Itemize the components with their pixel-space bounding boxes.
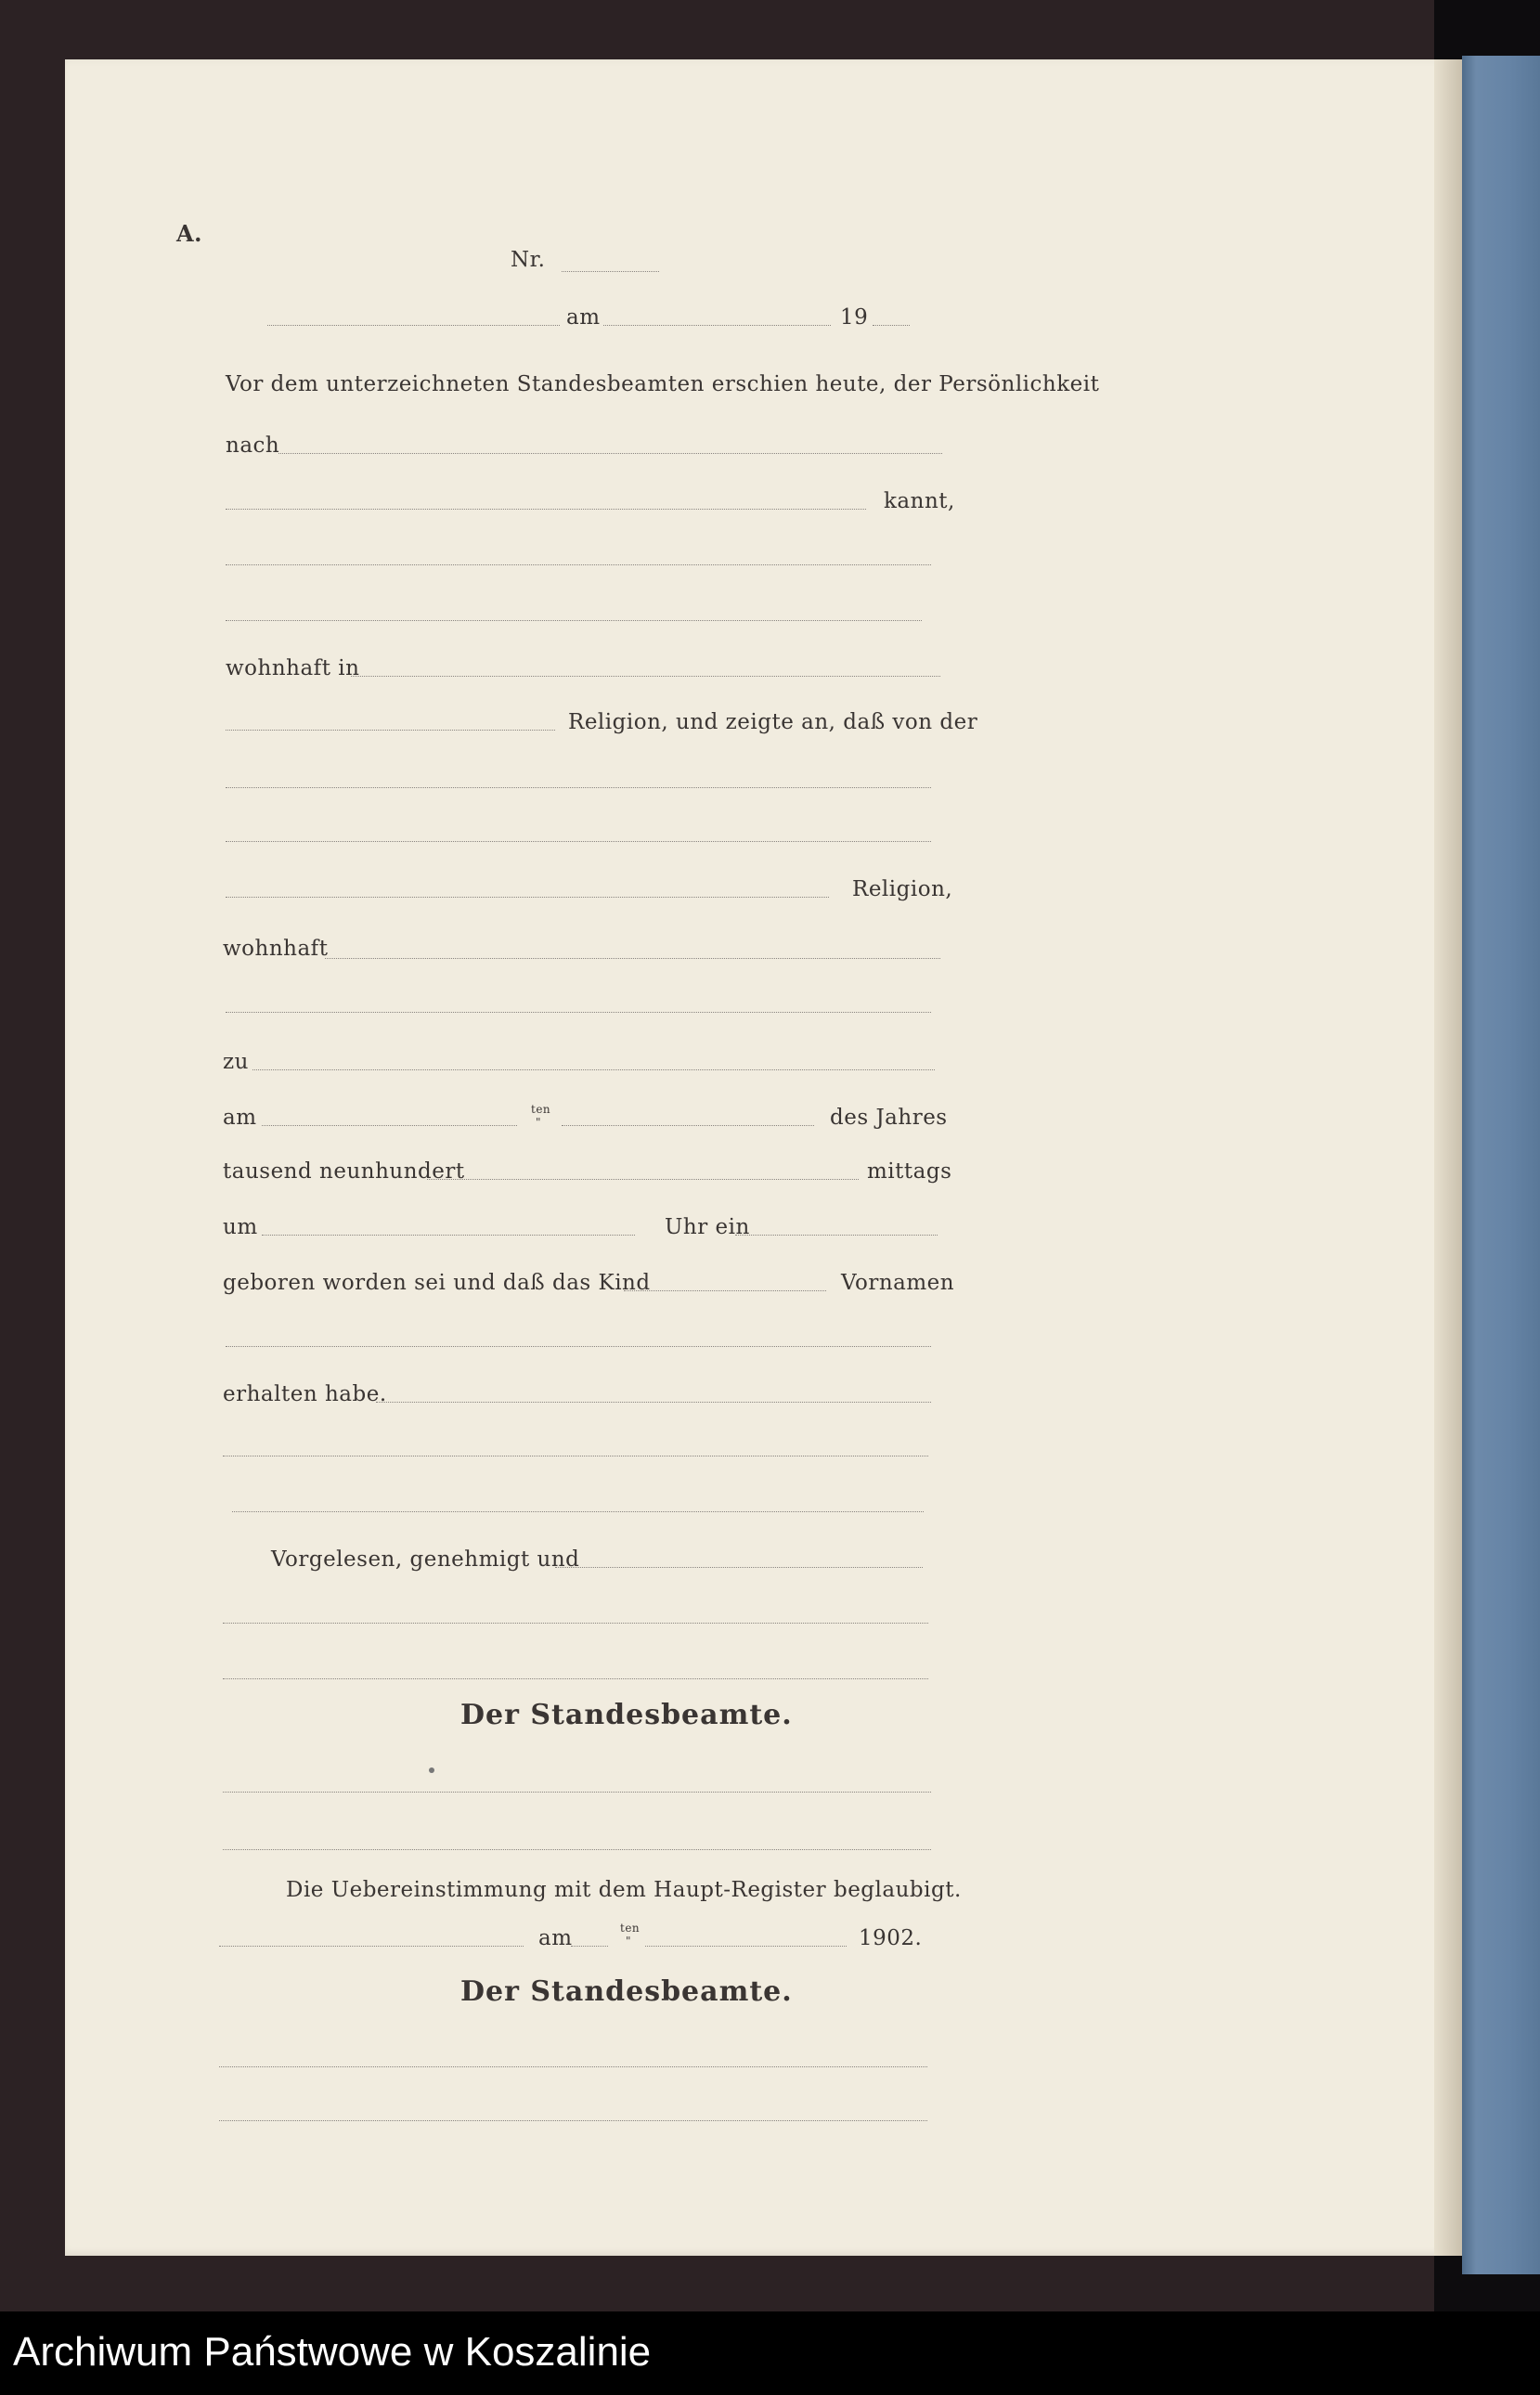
place-field-line xyxy=(267,325,560,326)
uhr-field-line xyxy=(735,1235,938,1236)
signature-line-3 xyxy=(219,2066,927,2067)
nr-label: Nr. xyxy=(511,248,546,272)
blank-line-5 xyxy=(226,1012,931,1013)
des-jahres-label: des Jahres xyxy=(830,1106,948,1130)
uhr-ein-label: Uhr ein xyxy=(665,1215,750,1239)
blank-line-9 xyxy=(223,1623,928,1624)
date-am-label: am xyxy=(566,305,601,330)
ten-superscript: ten xyxy=(531,1103,551,1116)
uebereinstimmung-text: Die Uebereinstimmung mit dem Haupt-Register beglaubigt. xyxy=(286,1878,962,1902)
tausend-label: tausend neunhundert xyxy=(223,1159,465,1184)
blank-line-2 xyxy=(226,620,922,621)
intro-text: Vor dem unterzeichneten Standesbeamten erschien heute, der Persönlichkeit xyxy=(226,372,1100,396)
hour-field-line xyxy=(262,1235,635,1236)
blank-line-1 xyxy=(226,564,931,565)
form-letter: A. xyxy=(176,220,202,247)
year-19-label: 19 xyxy=(840,305,869,330)
wohnhaft-in-label: wohnhaft in xyxy=(226,656,360,680)
religion-field-line-2 xyxy=(226,897,829,898)
birth-month-field-line xyxy=(562,1125,814,1126)
blue-cover-board xyxy=(1462,56,1540,2274)
year-1902-label: 1902. xyxy=(859,1926,923,1950)
year-words-field-line xyxy=(427,1179,859,1180)
wohnhaft-field-line xyxy=(325,958,940,959)
ditto-mark-2: " xyxy=(626,1935,632,1948)
ditto-mark: " xyxy=(536,1116,542,1129)
vorgelesen-field-line xyxy=(555,1567,923,1568)
archive-caption: Archiwum Państwowe w Koszalinie xyxy=(13,2329,652,2375)
year-field-line xyxy=(873,325,910,326)
certification-day-line xyxy=(571,1946,608,1947)
kannt-field-line xyxy=(226,509,866,510)
ink-speck xyxy=(429,1767,434,1773)
kind-field-line xyxy=(624,1290,826,1291)
religion-field-line-1 xyxy=(226,730,555,731)
zu-label: zu xyxy=(223,1050,249,1074)
um-label: um xyxy=(223,1215,258,1239)
religion-label: Religion, xyxy=(852,877,953,901)
blank-line-10 xyxy=(223,1678,928,1679)
date-field-line xyxy=(603,325,831,326)
vornamen-label: Vornamen xyxy=(841,1271,955,1295)
nach-label: nach xyxy=(226,434,280,458)
geboren-text: geboren worden sei und daß das Kind xyxy=(223,1271,651,1295)
nach-field-line xyxy=(278,453,942,454)
birth-am-label: am xyxy=(223,1106,257,1130)
signature-line-1 xyxy=(223,1792,931,1793)
signature-line-2 xyxy=(223,1849,931,1850)
der-standesbeamte-heading-2: Der Standesbeamte. xyxy=(460,1975,793,2008)
certification-month-line xyxy=(645,1946,847,1947)
birth-day-field-line xyxy=(262,1125,517,1126)
certification-am-label: am xyxy=(538,1926,573,1950)
blank-line-3 xyxy=(226,787,931,788)
blank-line-4 xyxy=(226,841,931,842)
kannt-label: kannt, xyxy=(884,489,955,513)
vorgelesen-text: Vorgelesen, genehmigt und xyxy=(271,1547,580,1572)
page-edge-shadow xyxy=(1434,59,1462,2256)
erhalten-label: erhalten habe. xyxy=(223,1382,387,1406)
mittags-label: mittags xyxy=(867,1159,952,1184)
signature-line-4 xyxy=(219,2120,927,2121)
zu-field-line xyxy=(252,1069,935,1070)
der-standesbeamte-heading: Der Standesbeamte. xyxy=(460,1699,793,1731)
blank-line-8 xyxy=(232,1511,924,1512)
nr-field-line xyxy=(562,271,659,272)
blank-line-6 xyxy=(226,1346,931,1347)
certification-place-line xyxy=(219,1946,524,1947)
wohnhaft-in-field-line xyxy=(351,676,940,677)
religion-zeigte-text: Religion, und zeigte an, daß von der xyxy=(568,710,978,734)
wohnhaft-label: wohnhaft xyxy=(223,937,329,961)
erhalten-field-line xyxy=(376,1402,931,1403)
ten-superscript-2: ten xyxy=(620,1922,641,1935)
